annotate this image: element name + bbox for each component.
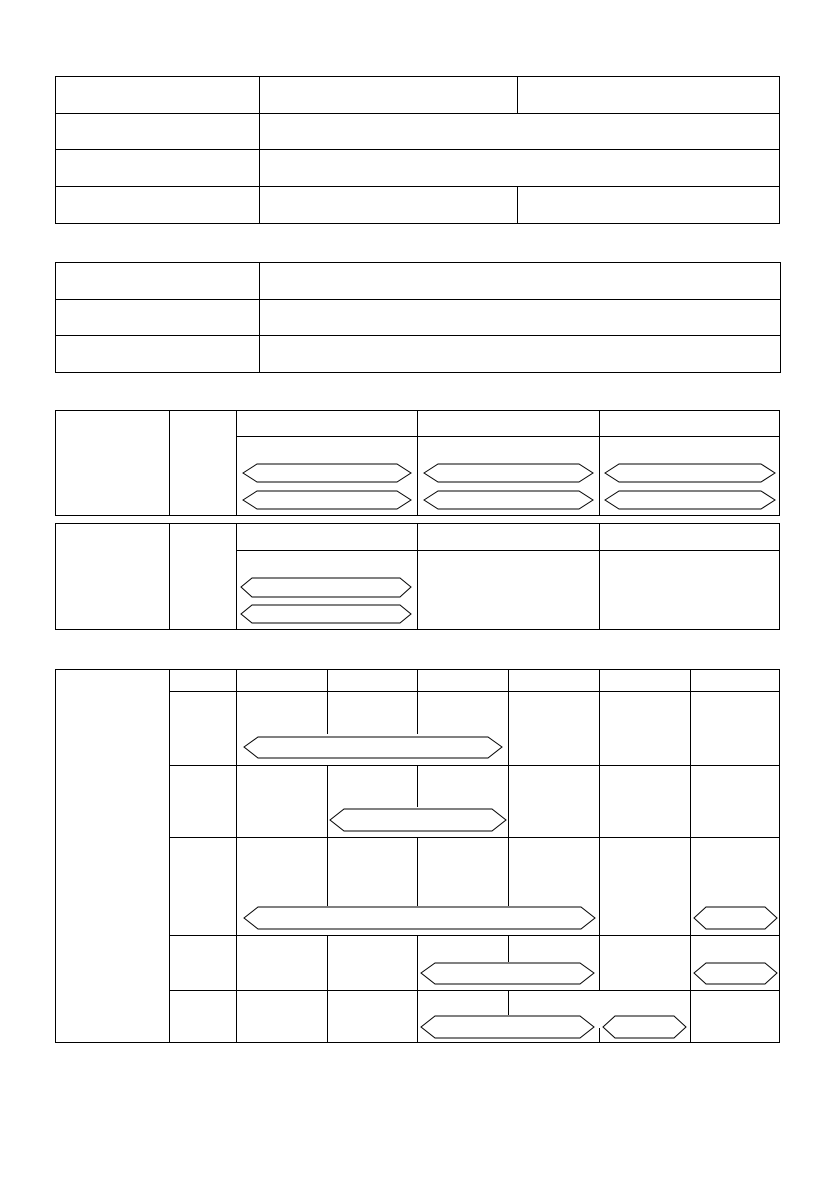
- schedule-bar: [421, 1016, 594, 1038]
- schedule-grid-2: [56, 523, 780, 630]
- schedule-bar: [243, 491, 411, 509]
- schedule-grid-1: [56, 410, 780, 516]
- schedule-bar: [241, 578, 411, 597]
- schedule-bar: [603, 1016, 686, 1038]
- schedule-bar: [244, 907, 595, 929]
- schedule-bar: [244, 737, 502, 758]
- schedule-bar: [605, 491, 775, 509]
- schedule-bar: [694, 963, 777, 984]
- schedule-bar: [243, 464, 411, 482]
- schedule-bar: [424, 491, 593, 509]
- schedule-grid-3: [56, 669, 780, 1043]
- schedule-bar: [421, 963, 594, 984]
- schedule-bar: [424, 464, 593, 482]
- schedule-bar: [330, 809, 506, 831]
- schedule-bar: [605, 464, 775, 482]
- schedule-bar: [241, 605, 411, 623]
- schedule-bar: [694, 907, 777, 929]
